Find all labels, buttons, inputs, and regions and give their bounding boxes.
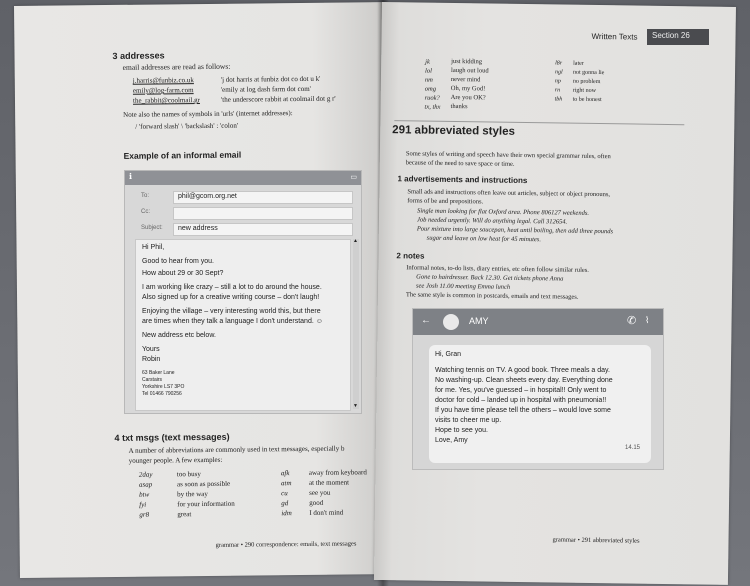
email-example-title: Example of an informal email bbox=[123, 149, 242, 161]
subject-field[interactable] bbox=[173, 223, 353, 236]
email-window bbox=[124, 170, 362, 414]
notes-example-1: Gone to hairdresser. Back 12.30. Get tickets phone Anna bbox=[416, 273, 564, 283]
cc-field[interactable] bbox=[173, 207, 353, 220]
message-greeting: Hi, Gran bbox=[435, 351, 462, 358]
abbrev-top-right-4: rn bbox=[554, 87, 561, 94]
section-291-title: 291 abbreviated styles bbox=[392, 124, 516, 138]
cc-label: Cc: bbox=[141, 209, 150, 215]
section-291-intro-1: Some styles of writing and speech have their own special grammar rules, often bbox=[405, 150, 611, 161]
message-line-7: Hope to see you. bbox=[435, 427, 488, 434]
abbrev-right-4-meaning: good bbox=[309, 498, 324, 507]
abbrev-left-5: gr8 bbox=[139, 510, 150, 519]
window-control-icon: ▭ bbox=[350, 174, 357, 181]
address-line-1: 63 Baker Lane bbox=[142, 370, 175, 376]
message-line-8: Love, Amy bbox=[435, 437, 468, 444]
message-line-3: for me. Yes, you've guessed – in hospital!! Only went to bbox=[435, 387, 607, 394]
email-line-1: Hi Phil, bbox=[142, 244, 165, 251]
section-4-title: 4 txt msgs (text messages) bbox=[114, 431, 230, 443]
to-label: To: bbox=[141, 193, 150, 199]
message-line-4: doctor for cold – landed up in hospital with pneumonia!! bbox=[435, 397, 607, 404]
abbrev-top-left-5: ruok? bbox=[424, 94, 440, 102]
abbrev-right-3-meaning: see you bbox=[309, 488, 331, 497]
abbrev-left-4: fyi bbox=[139, 500, 147, 509]
notes-example-2: see Josh 11.00 meeting Emma lunch bbox=[415, 282, 511, 291]
subsection-2-note: The same style is common in postcards, emails and text messages. bbox=[405, 291, 579, 301]
abbrev-right-4: gd bbox=[281, 499, 289, 508]
email-line-9: Yours bbox=[142, 346, 160, 353]
address-3: the_rabbit@coolmail.gr bbox=[132, 96, 200, 105]
abbrev-top-right-1-meaning: later bbox=[573, 60, 584, 67]
abbrev-top-left-2-meaning: laugh out loud bbox=[451, 66, 489, 75]
right-footer: grammar • 291 abbreviated styles bbox=[552, 536, 640, 545]
abbrev-top-left-5-meaning: Are you OK? bbox=[450, 93, 486, 102]
abbrev-right-1-meaning: away from keyboard bbox=[308, 468, 367, 477]
address-1: j.harris@funbiz.co.uk bbox=[132, 76, 194, 85]
message-time: 14.15 bbox=[625, 445, 641, 451]
address-2: emily@log-farm.com bbox=[132, 86, 194, 95]
email-line-7: are times when they talk a language I don't understand. ☺ bbox=[142, 318, 323, 325]
abbrev-top-right-5-meaning: to be honest bbox=[572, 96, 602, 104]
email-line-2: Good to hear from you. bbox=[142, 258, 214, 265]
email-line-10: Robin bbox=[142, 356, 161, 363]
message-line-2: No washing-up. Clean sheets every day. Everything done bbox=[435, 377, 613, 384]
abbrev-top-left-4: omg bbox=[424, 85, 437, 93]
email-line-5: Also signed up for a creative writing course – don't laugh! bbox=[142, 294, 320, 301]
abbrev-left-5-meaning: great bbox=[177, 510, 192, 519]
message-line-6: visits to cheer me up. bbox=[435, 417, 502, 424]
subject-value: new address bbox=[178, 225, 218, 232]
address-1-reading: 'j dot harris at funbiz dot co dot u k' bbox=[220, 74, 321, 84]
abbrev-left-3-meaning: by the way bbox=[177, 489, 208, 499]
abbrev-top-left-3-meaning: never mind bbox=[450, 75, 481, 84]
attachment-icon[interactable]: ⌇ bbox=[645, 315, 650, 325]
abbrev-top-left-1: jk bbox=[425, 58, 430, 66]
contact-name: AMY bbox=[469, 316, 489, 326]
abbrev-right-2-meaning: at the moment bbox=[308, 478, 350, 487]
symbols-note: Note also the names of symbols in 'urls' (internet addresses): bbox=[123, 109, 293, 119]
abbrev-right-5-meaning: I don't mind bbox=[309, 508, 344, 517]
phone-call-icon[interactable]: ✆ bbox=[627, 315, 637, 327]
phone-message-window bbox=[412, 308, 664, 470]
address-2-reading: 'emily at log dash farm dot com' bbox=[220, 84, 311, 94]
to-value: phil@gcom.org.net bbox=[178, 193, 237, 200]
message-line-5: If you have time please tell the others – would love some bbox=[435, 407, 611, 414]
section-4-intro-2: younger people. A few examples: bbox=[128, 455, 223, 465]
email-line-3: How about 29 or 30 Sept? bbox=[142, 270, 224, 277]
abbrev-top-right-2-meaning: not gonna lie bbox=[572, 69, 605, 77]
email-line-4: I am working like crazy – still a lot to do around the house. bbox=[142, 284, 322, 291]
ad-example-3: Pour mixture into large saucepan, heat until boiling, then add three pounds bbox=[416, 225, 614, 236]
subsection-1-intro-1: Small ads and instructions often leave out articles, subject or object pronouns, bbox=[407, 188, 611, 199]
email-body[interactable] bbox=[135, 239, 351, 411]
section-3-title: 3 addresses bbox=[112, 50, 165, 61]
abbrev-top-right-4-meaning: right now bbox=[572, 87, 596, 94]
address-line-4: Tel 01466 790256 bbox=[142, 391, 182, 397]
left-footer: grammar • 290 correspondence: emails, text messages bbox=[215, 540, 357, 549]
email-scrollbar[interactable] bbox=[353, 239, 359, 409]
abbrev-left-2-meaning: as soon as possible bbox=[176, 479, 231, 489]
abbrev-right-2: atm bbox=[280, 479, 292, 488]
abbrev-top-left-1-meaning: just kidding bbox=[451, 57, 483, 66]
abbrev-top-right-2: ngl bbox=[554, 69, 563, 76]
message-bubble bbox=[429, 345, 651, 463]
section-291-intro-2: because of the need to save space or time. bbox=[405, 159, 515, 168]
section-3-intro: email addresses are read as follows: bbox=[122, 61, 231, 72]
ad-example-1: Single man looking for flat Oxford area. Phone 806127 weekends. bbox=[417, 207, 590, 217]
subsection-2-title: 2 notes bbox=[396, 251, 425, 261]
abbrev-top-left-2: lol bbox=[424, 67, 432, 75]
right-page bbox=[374, 2, 736, 585]
abbrev-top-left-4-meaning: Oh, my God! bbox=[450, 84, 486, 93]
abbrev-top-right-3-meaning: no problem bbox=[572, 78, 601, 86]
email-line-6: Enjoying the village – very interesting world this, but there bbox=[142, 308, 321, 315]
subsection-2-intro: Informal notes, to-do lists, diary entries, etc often follow similar rules. bbox=[406, 264, 590, 274]
abbrev-left-2: asap bbox=[138, 480, 153, 489]
back-arrow-icon[interactable]: ← bbox=[421, 315, 431, 326]
address-line-3: Yorkshire LS7 3PO bbox=[142, 384, 185, 390]
abbrev-left-3: btw bbox=[139, 490, 150, 499]
ad-example-4: sugar and leave on low heat for 45 minutes. bbox=[426, 234, 542, 244]
symbols-list: / 'forward slash' \ 'backslash' : 'colon' bbox=[135, 121, 239, 131]
section-tab bbox=[647, 29, 709, 45]
abbrev-left-1: 2day bbox=[138, 470, 153, 479]
abbrev-top-left-3: nm bbox=[424, 76, 433, 84]
section-4-intro-1: A number of abbreviations are commonly used in text messages, especially b bbox=[128, 444, 345, 455]
abbrev-top-right-1: l8r bbox=[555, 60, 563, 67]
subsection-1-title: 1 advertisements and instructions bbox=[397, 174, 528, 186]
message-line-1: Watching tennis on TV. A good book. Three meals a day. bbox=[435, 367, 610, 374]
subject-label: Subject: bbox=[141, 225, 163, 231]
abbrev-right-5: idm bbox=[281, 509, 292, 518]
abbrev-top-right-3: np bbox=[554, 78, 561, 85]
scroll-down-icon: ▼ bbox=[353, 404, 358, 409]
running-head: Written Texts bbox=[591, 31, 638, 42]
phone-header-bar bbox=[413, 309, 663, 335]
address-line-2: Carstairs bbox=[142, 377, 163, 383]
abbrev-top-left-6-meaning: thanks bbox=[450, 102, 468, 111]
email-line-8: New address etc below. bbox=[142, 332, 216, 339]
ad-example-2: Job needed urgently. Will do anything legal. Call 312654. bbox=[416, 216, 568, 226]
abbrev-right-3: cu bbox=[281, 489, 288, 498]
abbrev-right-1: afk bbox=[280, 469, 290, 478]
address-3-reading: 'the underscore rabbit at coolmail dot g r' bbox=[220, 94, 336, 104]
section-tab-label: Section 26 bbox=[652, 31, 690, 40]
to-field[interactable] bbox=[173, 191, 353, 204]
abbrev-top-left-6: tx, thx bbox=[424, 103, 441, 111]
abbrev-left-1-meaning: too busy bbox=[176, 470, 201, 479]
email-title-bar bbox=[125, 171, 361, 185]
scroll-up-icon: ▲ bbox=[353, 239, 358, 244]
abbrev-top-right-5: tbh bbox=[554, 96, 563, 103]
info-icon: ℹ bbox=[129, 172, 133, 181]
avatar bbox=[443, 314, 459, 330]
subsection-1-intro-2: forms of be and prepositions. bbox=[407, 197, 484, 206]
abbrev-left-4-meaning: for your information bbox=[177, 499, 235, 509]
